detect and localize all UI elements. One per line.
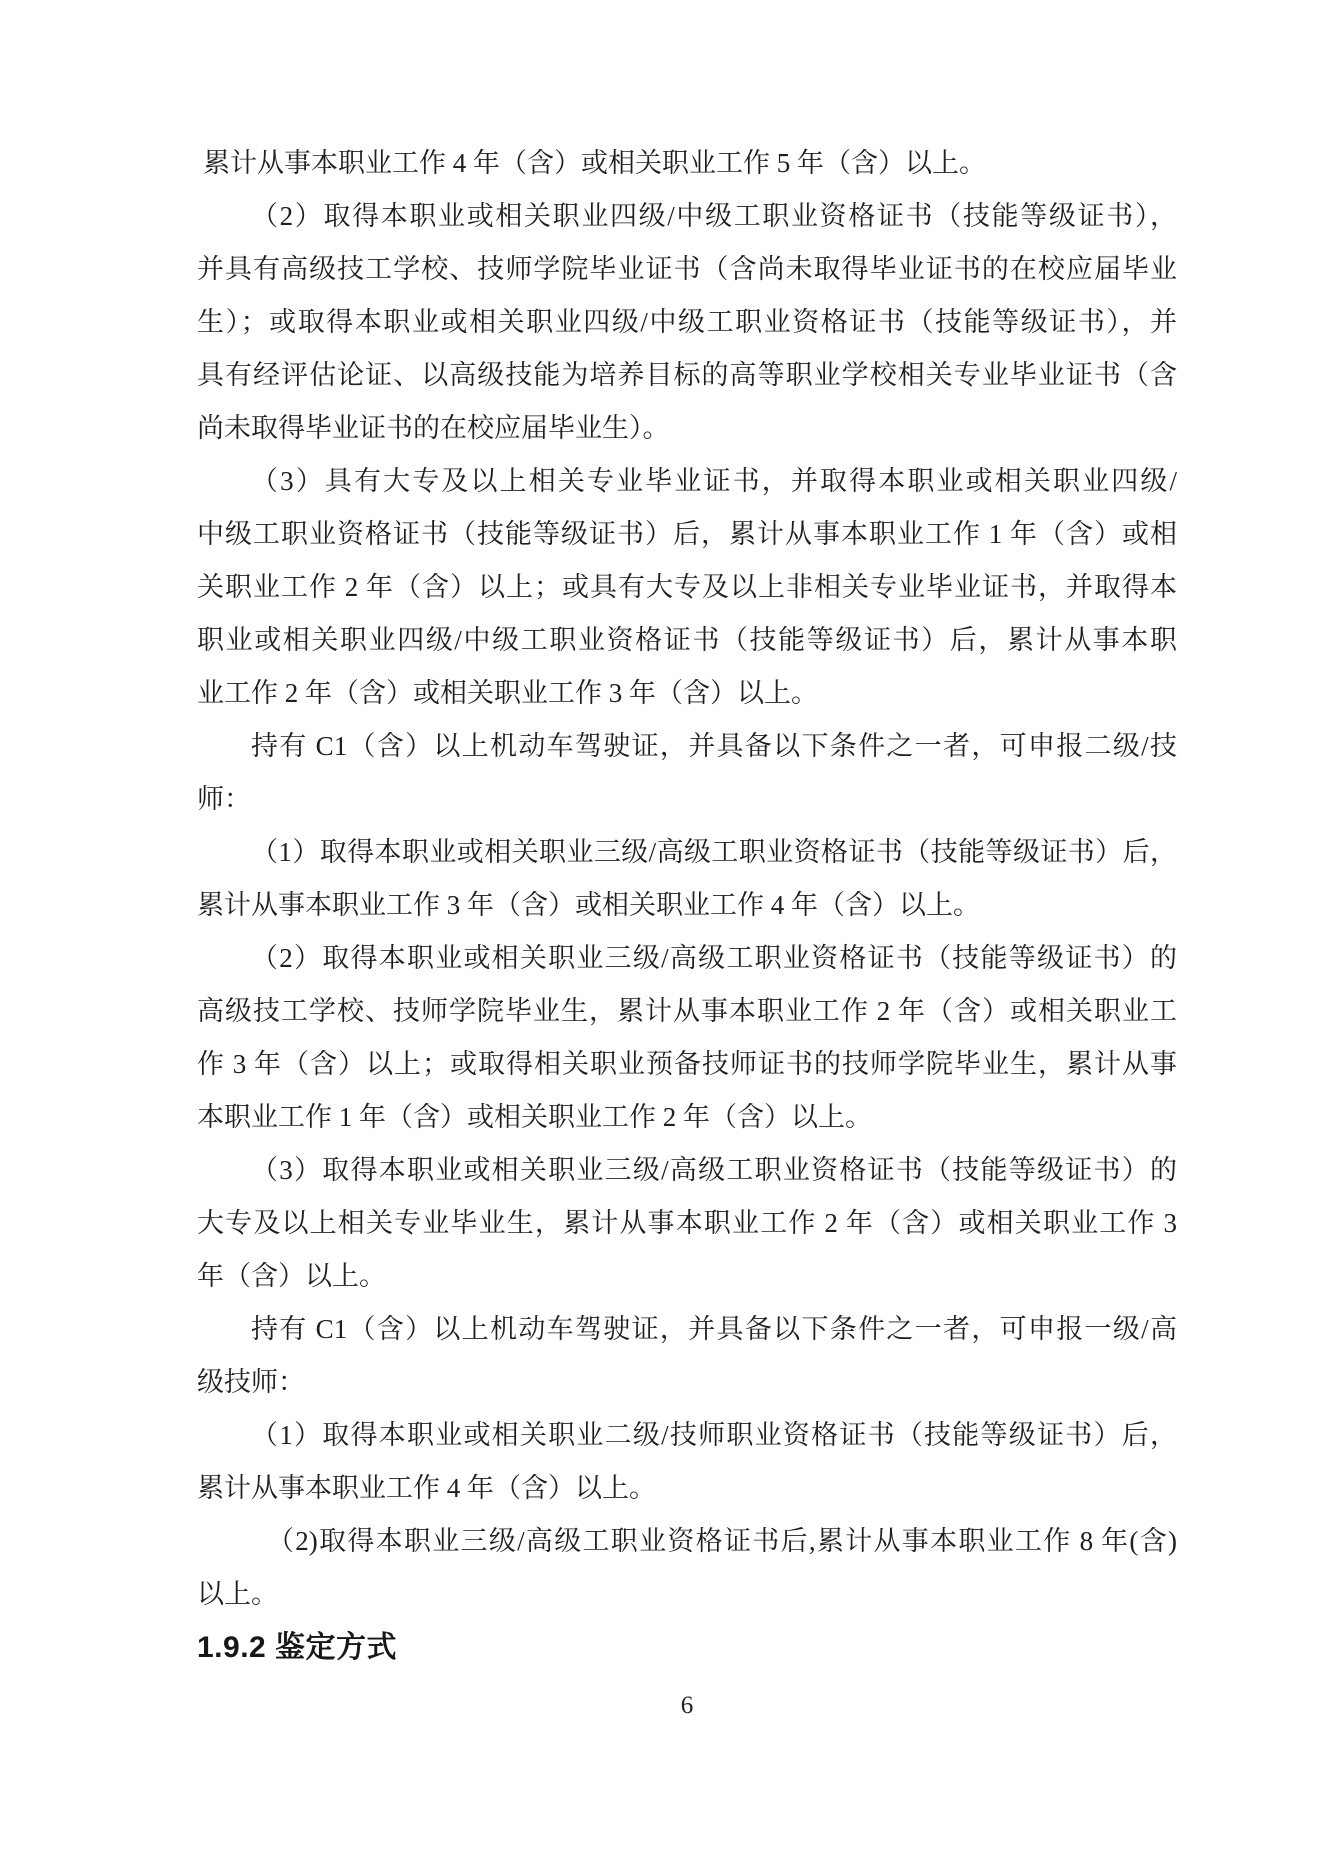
section-heading: 1.9.2 鉴定方式 [197,1631,398,1664]
text-line: （2）取得本职业或相关职业四级/中级工职业资格证书（技能等级证书）， [251,201,1177,231]
text-line: （2）取得本职业或相关职业三级/高级工职业资格证书（技能等级证书）的 [251,943,1177,973]
text-line: 累计从事本职业工作 3 年（含）或相关职业工作 4 年（含）以上。 [197,890,980,920]
text-line: 尚未取得毕业证书的在校应届毕业生）。 [197,413,670,443]
text-line: 持有 C1（含）以上机动车驾驶证，并具备以下条件之一者，可申报一级/高 [251,1314,1177,1344]
text-line: （1）取得本职业或相关职业二级/技师职业资格证书（技能等级证书）后， [251,1420,1177,1450]
text-line: 以上。 [197,1579,278,1609]
text-line: 累计从事本职业工作 4 年（含）以上。 [197,1473,656,1503]
text-line: 生）；或取得本职业或相关职业四级/中级工职业资格证书（技能等级证书），并 [197,307,1177,337]
text-line: （3）取得本职业或相关职业三级/高级工职业资格证书（技能等级证书）的 [251,1155,1177,1185]
text-line: 业工作 2 年（含）或相关职业工作 3 年（含）以上。 [197,678,818,708]
text-line: （1）取得本职业或相关职业三级/高级工职业资格证书（技能等级证书）后， [251,837,1177,867]
text-line: 具有经评估论证、以高级技能为培养目标的高等职业学校相关专业毕业证书（含 [197,360,1177,390]
text-line: （2)取得本职业三级/高级工职业资格证书后,累计从事本职业工作 8 年(含) [267,1526,1177,1556]
text-line: 大专及以上相关专业毕业生，累计从事本职业工作 2 年（含）或相关职业工作 3 [197,1208,1177,1238]
text-line: 年（含）以上。 [197,1261,386,1291]
text-line: 关职业工作 2 年（含）以上；或具有大专及以上非相关专业毕业证书，并取得本 [197,572,1177,602]
text-line: 并具有高级技工学校、技师学院毕业证书（含尚未取得毕业证书的在校应届毕业 [197,254,1177,284]
text-line: 师： [197,784,251,814]
text-line: 中级工职业资格证书（技能等级证书）后，累计从事本职业工作 1 年（含）或相 [197,519,1177,549]
text-line: 高级技工学校、技师学院毕业生，累计从事本职业工作 2 年（含）或相关职业工 [197,996,1177,1026]
text-line: 级技师： [197,1367,305,1397]
text-line: 持有 C1（含）以上机动车驾驶证，并具备以下条件之一者，可申报二级/技 [251,731,1177,761]
text-line: 职业或相关职业四级/中级工职业资格证书（技能等级证书）后，累计从事本职 [197,625,1177,655]
page-number: 6 [680,1692,694,1719]
text-line: 本职业工作 1 年（含）或相关职业工作 2 年（含）以上。 [197,1102,872,1132]
text-line: （3）具有大专及以上相关专业毕业证书，并取得本职业或相关职业四级/ [251,466,1177,496]
text-line: 累计从事本职业工作 4 年（含）或相关职业工作 5 年（含）以上。 [203,148,986,178]
text-line: 作 3 年（含）以上；或取得相关职业预备技师证书的技师学院毕业生，累计从事 [197,1049,1177,1079]
document-body [197,137,1177,1674]
page-footer [197,1692,1177,1720]
